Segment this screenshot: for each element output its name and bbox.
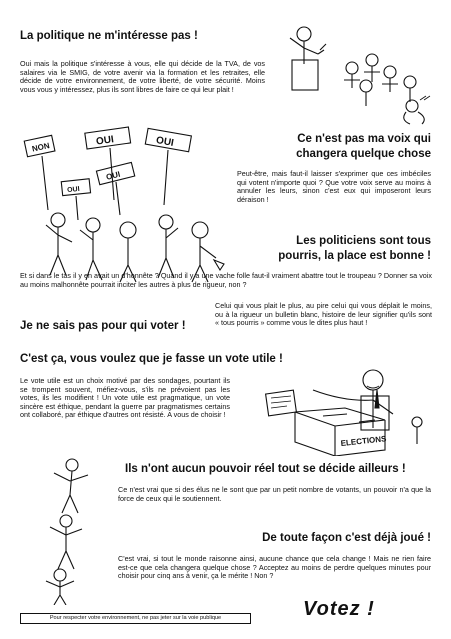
section-1-body: Oui mais la politique s'intéresse à vous, elle qui décide de la TVA, de vos salaires via le SMIG, de votre avenir via la formation et les retraites, elle décide de votre environnement, de votre liberté, de votre sécurité. Moins vous vous y intéressez, plus ils sont libres de faire ce qui leur plait !	[20, 59, 265, 94]
crowd-signs-illustration	[18, 120, 233, 285]
section-2-heading-line2: changera quelque chose	[296, 148, 431, 160]
sign-oui-3: OUI	[105, 169, 122, 182]
sign-non: NON	[31, 141, 51, 154]
section-6-heading: Ils n'ont aucun pouvoir réel tout se décide ailleurs !	[125, 463, 406, 475]
section-7-heading: De toute façon c'est déjà joué !	[262, 532, 431, 544]
ballot-box-illustration	[265, 358, 440, 456]
section-5-body: Le vote utile est un choix motivé par des sondages, pourtant ils se trompent souvent, méfiez-vous, s'ils ne prévoient pas les votes, ils les modifient ! Un vote utile est pragmatique, un vote sincère est éthique, pendant la guerre par pragmatismes certains ont collaboré, par éthique d'autres ont résisté. A vous de choisir !	[20, 376, 230, 420]
section-4-body: Celui qui vous plait le plus, au pire celui qui vous déplait le moins, ou à la rigueur un bulletin blanc, histoire de leur signifier qu'ils sont « tous pourris » comme vous le dites plus haut !	[215, 301, 432, 328]
slogan-votez: Votez !	[303, 598, 375, 620]
section-3-body: Et si dans le tas il y en avait un d'honnête ? Quand il y a une vache folle faut-il vraiment abattre tout le troupeau ? Donner sa voix au moins malhonnête pourrait inciter les autres à plus de rigueur, non ?	[20, 271, 432, 289]
section-3-heading-line1: Les politiciens sont tous	[296, 235, 431, 247]
section-4-heading: Je ne sais pas pour qui voter !	[20, 320, 186, 332]
section-1-heading: La politique ne m'intéresse pas !	[20, 30, 198, 42]
section-6-body: Ce n'est vrai que si des élus ne le sont que par un petit nombre de votants, un pouvoir n'a que la force de ceux qui le soutiennent.	[118, 485, 431, 503]
speaker-audience-illustration	[282, 20, 437, 125]
section-3-heading-line2: pourris, la place est bonne !	[278, 250, 431, 262]
footer-notice: Pour respecter votre environnement, ne pas jeter sur la voie publique	[20, 613, 251, 624]
section-5-heading: C'est ça, vous voulez que je fasse un vote utile !	[20, 353, 283, 365]
sign-oui-4: OUI	[66, 185, 80, 195]
ballot-box-label: ELECTIONS	[340, 434, 387, 448]
sign-oui-1: OUI	[95, 134, 115, 148]
acrobats-illustration	[20, 455, 110, 605]
section-2-body: Peut-être, mais faut-il laisser s'exprimer que ces imbéciles qui votent n'importe quoi ? Que votre voix serve au moins à annuler les leurs, sinon c'est eux qui imposeront leurs déraison !	[237, 169, 431, 204]
sign-oui-2: OUI	[155, 134, 175, 149]
section-2-heading-line1: Ce n'est pas ma voix qui	[297, 133, 431, 145]
section-7-body: C'est vrai, si tout le monde raisonne ainsi, aucune chance que cela change ! Mais ne rien faire est-ce que cela changera quelque chose ? Acceptez au moins de perdre quelques minutes pour choisir pour cinq ans à venir, ça le mérite ! Non ?	[118, 554, 431, 581]
